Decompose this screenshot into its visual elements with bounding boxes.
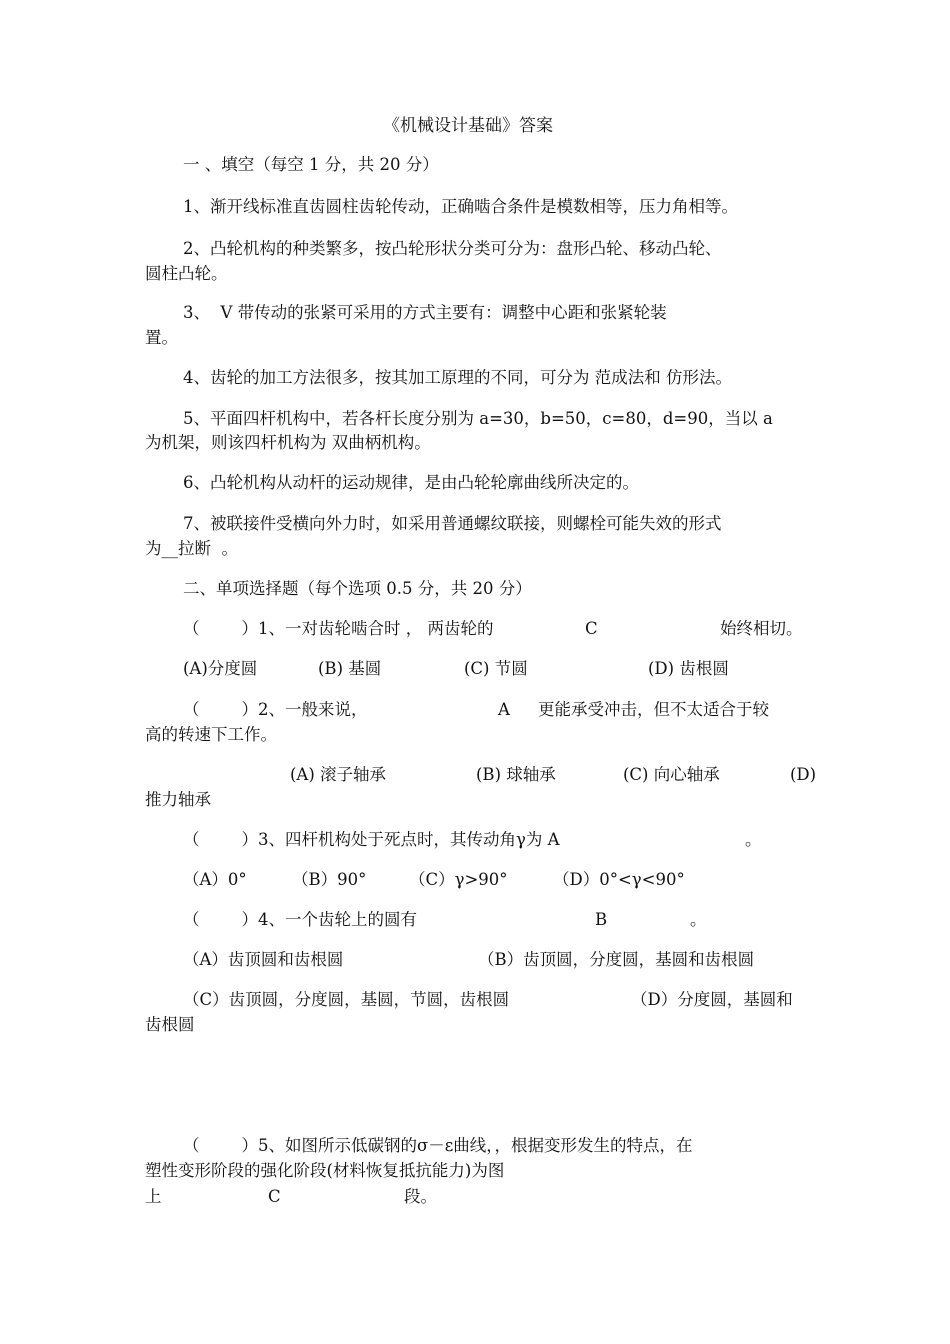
- choice-q3-tail: 。: [745, 830, 762, 849]
- choice-q5-stem-line2: 塑性变形阶段的强化阶段(材料恢复抵抗能力)为图: [145, 1161, 505, 1180]
- fill-q1: 1、渐开线标准直齿圆柱齿轮传动，正确啮合条件是模数相等，压力角相等。: [183, 197, 738, 216]
- fill-q7-line1: 7、被联接件受横向外力时，如采用普通螺纹联接，则螺栓可能失效的形式: [183, 514, 722, 533]
- choice-q2-continuation: 高的转速下工作。: [145, 725, 277, 744]
- section-choice-heading: 二、单项选择题（每个选项 0.5 分，共 20 分）: [183, 579, 532, 598]
- fill-q5-line1: 5、平面四杆机构中，若各杆长度分别为 a=30，b=50，c=80，d=90，当以 a: [183, 409, 773, 428]
- choice-q2-option-d: (D): [790, 765, 817, 784]
- choice-q4-option-c: （C）齿顶圆，分度圆，基圆，节圆，齿根圆: [183, 990, 510, 1009]
- choice-q3-option-a: （A）0°: [183, 870, 247, 889]
- choice-q4-option-d-continuation: 齿根圆: [145, 1015, 195, 1034]
- choice-q1-tail: 始终相切。: [720, 619, 803, 638]
- choice-q1-option-d: (D) 齿根圆: [648, 659, 729, 678]
- choice-q2-option-a: (A) 滚子轴承: [290, 765, 387, 784]
- fill-q5-line2: 为机架，则该四杆机构为 双曲柄机构。: [145, 433, 431, 452]
- choice-q2-option-d-continuation: 推力轴承: [145, 790, 211, 809]
- choice-q3-stem: （ ）3、四杆机构处于死点时，其传动角γ为 A: [183, 830, 560, 849]
- choice-q3-option-d: （D）0°<γ<90°: [553, 870, 685, 889]
- choice-q3-option-b: （B）90°: [292, 870, 367, 889]
- choice-q4-answer: B: [595, 910, 608, 929]
- choice-q2-answer: A: [498, 700, 510, 719]
- choice-q4-tail: 。: [690, 910, 707, 929]
- choice-q2-option-c: (C) 向心轴承: [623, 765, 720, 784]
- choice-q1-answer: C: [585, 619, 598, 638]
- choice-q1-option-b: (B) 基圆: [318, 659, 382, 678]
- choice-q4-option-d: （D）分度圆，基圆和: [631, 990, 793, 1009]
- choice-q1-option-a: (A)分度圆: [183, 659, 258, 678]
- fill-q3-line2: 置。: [145, 328, 178, 347]
- choice-q5-pre: 上: [145, 1187, 162, 1206]
- fill-q7-line2: 为__拉断 。: [145, 539, 238, 558]
- choice-q4-stem: （ ）4、一个齿轮上的圆有: [183, 910, 417, 929]
- choice-q4-option-b: （B）齿顶圆，分度圆，基圆和齿根圆: [478, 950, 755, 969]
- section-fill-heading: 一 、填空（每空 1 分，共 20 分）: [183, 155, 439, 174]
- choice-q4-option-a: （A）齿顶圆和齿根圆: [183, 950, 344, 969]
- page-title: 《机械设计基础》答案: [383, 116, 553, 136]
- choice-q5-tail: 段。: [404, 1187, 437, 1206]
- choice-q5-stem-line1: （ ）5、如图所示低碳钢的σ－ε曲线，，根据变形发生的特点，在: [183, 1136, 693, 1155]
- fill-q2-line1: 2、凸轮机构的种类繁多，按凸轮形状分类可分为：盘形凸轮、移动凸轮、: [183, 239, 722, 258]
- fill-q3-line1: 3、 V 带传动的张紧可采用的方式主要有：调整中心距和张紧轮装: [183, 303, 667, 322]
- fill-q4: 4、齿轮的加工方法很多，按其加工原理的不同，可分为 范成法和 仿形法。: [183, 368, 732, 387]
- choice-q3-option-c: （C）γ>90°: [409, 870, 508, 889]
- choice-q2-option-b: (B) 球轴承: [476, 765, 556, 784]
- fill-q6: 6、凸轮机构从动杆的运动规律，是由凸轮轮廓曲线所决定的。: [183, 473, 639, 492]
- choice-q5-answer: C: [268, 1187, 281, 1206]
- choice-q1-option-c: (C) 节圆: [464, 659, 528, 678]
- choice-q1-stem: （ ）1、一对齿轮啮合时 ， 两齿轮的: [183, 619, 494, 638]
- fill-q2-line2: 圆柱凸轮。: [145, 264, 228, 283]
- choice-q2-tail: 更能承受冲击，但不太适合于较: [538, 700, 769, 719]
- choice-q2-stem: （ ）2、一般来说，: [183, 700, 368, 719]
